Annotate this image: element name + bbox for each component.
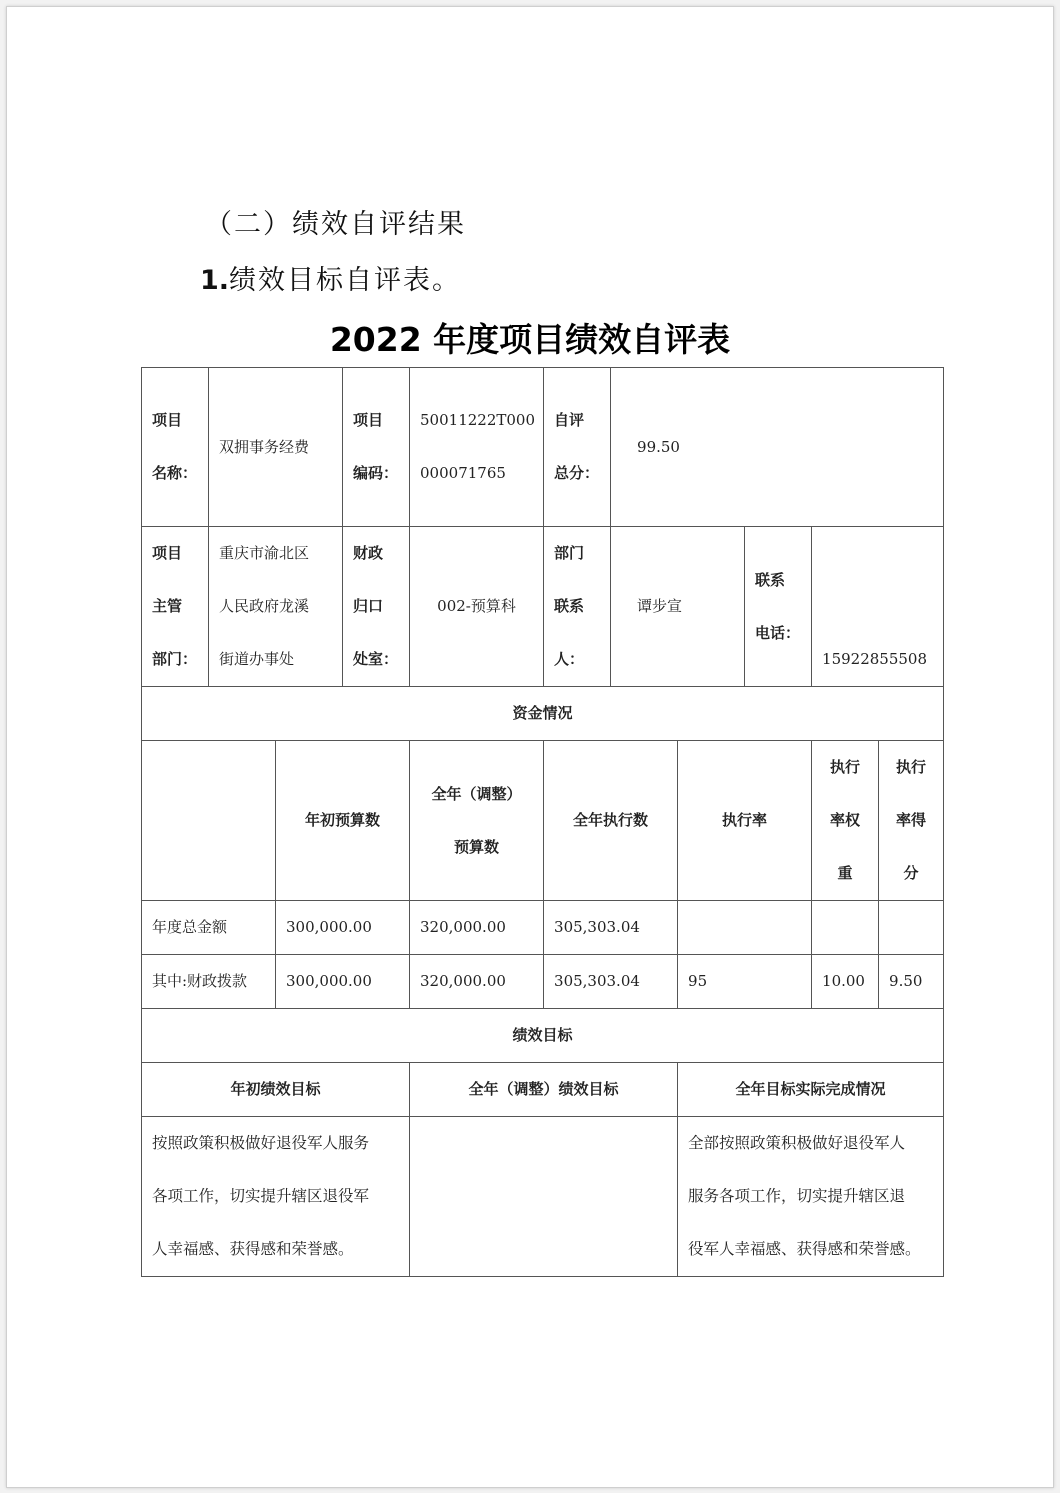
- project-code-value: 50011222T000 000071765: [410, 368, 544, 527]
- cell-weight: 10.00: [812, 955, 879, 1009]
- section-heading: （二）绩效自评结果: [205, 209, 466, 240]
- contact-person-label: 部门 联系 人：: [544, 527, 611, 687]
- header-rate-weight: 执行 率权 重: [812, 741, 879, 901]
- cell-rate: 95: [678, 955, 812, 1009]
- header-rate-score: 执行 率得 分: [879, 741, 944, 901]
- goals-content-row: [142, 1117, 944, 1277]
- project-name-label: 项目 名称：: [142, 368, 209, 527]
- cell-score: 9.50: [879, 955, 944, 1009]
- project-code-label: 项目 编码：: [343, 368, 410, 527]
- self-score-label: 自评 总分：: [544, 368, 611, 527]
- header-initial-budget: 年初预算数: [276, 741, 410, 901]
- cell-executed: 305,303.04: [544, 955, 678, 1009]
- project-info-row: [142, 368, 944, 527]
- adjusted-goal-text: [410, 1117, 678, 1277]
- funds-heading: 资金情况: [142, 687, 944, 741]
- header-execution-rate: 执行率: [678, 741, 812, 901]
- subsection-heading: [200, 258, 461, 297]
- goals-heading-row: [142, 1009, 944, 1063]
- cell-initial: 300,000.00: [276, 955, 410, 1009]
- phone-label: 联系 电话：: [745, 527, 812, 687]
- table-title: 2022 年度项目绩效自评表: [329, 320, 731, 359]
- goals-heading: 绩效目标: [142, 1009, 944, 1063]
- cell-adjusted: 320,000.00: [410, 955, 544, 1009]
- header-executed-amount: 全年执行数: [544, 741, 678, 901]
- cell-rate: [678, 901, 812, 955]
- goals-header-row: [142, 1063, 944, 1117]
- phone-value: 15922855508: [812, 527, 944, 687]
- contact-person-value: 谭步宣: [611, 527, 745, 687]
- row-label: 其中:财政拨款: [142, 955, 276, 1009]
- cell-executed: 305,303.04: [544, 901, 678, 955]
- dept-value: 重庆市渝北区 人民政府龙溪 街道办事处: [209, 527, 343, 687]
- cell-score: [879, 901, 944, 955]
- cell-weight: [812, 901, 879, 955]
- funds-header-row: [142, 741, 944, 901]
- finance-office-value: 002-预算科: [410, 527, 544, 687]
- header-adjusted-budget: 全年（调整） 预算数: [410, 741, 544, 901]
- subsection-number: 1.: [200, 265, 230, 296]
- subsection-text: 绩效目标自评表。: [229, 265, 462, 296]
- header-actual-completion: 全年目标实际完成情况: [678, 1063, 944, 1117]
- finance-office-label: 财政 归口 处室：: [343, 527, 410, 687]
- cell-adjusted: 320,000.00: [410, 901, 544, 955]
- header-adjusted-goal: 全年（调整）绩效目标: [410, 1063, 678, 1117]
- evaluation-table: [141, 367, 944, 1277]
- self-score-value: 99.50: [611, 368, 944, 527]
- funds-header-blank: [142, 741, 276, 901]
- department-info-row: [142, 527, 944, 687]
- header-initial-goal: 年初绩效目标: [142, 1063, 410, 1117]
- dept-label: 项目 主管 部门：: [142, 527, 209, 687]
- initial-goal-text: 按照政策积极做好退役军人服务 各项工作，切实提升辖区退役军 人幸福感、获得感和荣誉感。: [142, 1117, 410, 1277]
- cell-initial: 300,000.00: [276, 901, 410, 955]
- funds-heading-row: [142, 687, 944, 741]
- row-label: 年度总金额: [142, 901, 276, 955]
- actual-completion-text: 全部按照政策积极做好退役军人 服务各项工作，切实提升辖区退 役军人幸福感、获得感和荣誉感。: [678, 1117, 944, 1277]
- table-row: [142, 955, 944, 1009]
- table-row: [142, 901, 944, 955]
- project-name-value: 双拥事务经费: [209, 368, 343, 527]
